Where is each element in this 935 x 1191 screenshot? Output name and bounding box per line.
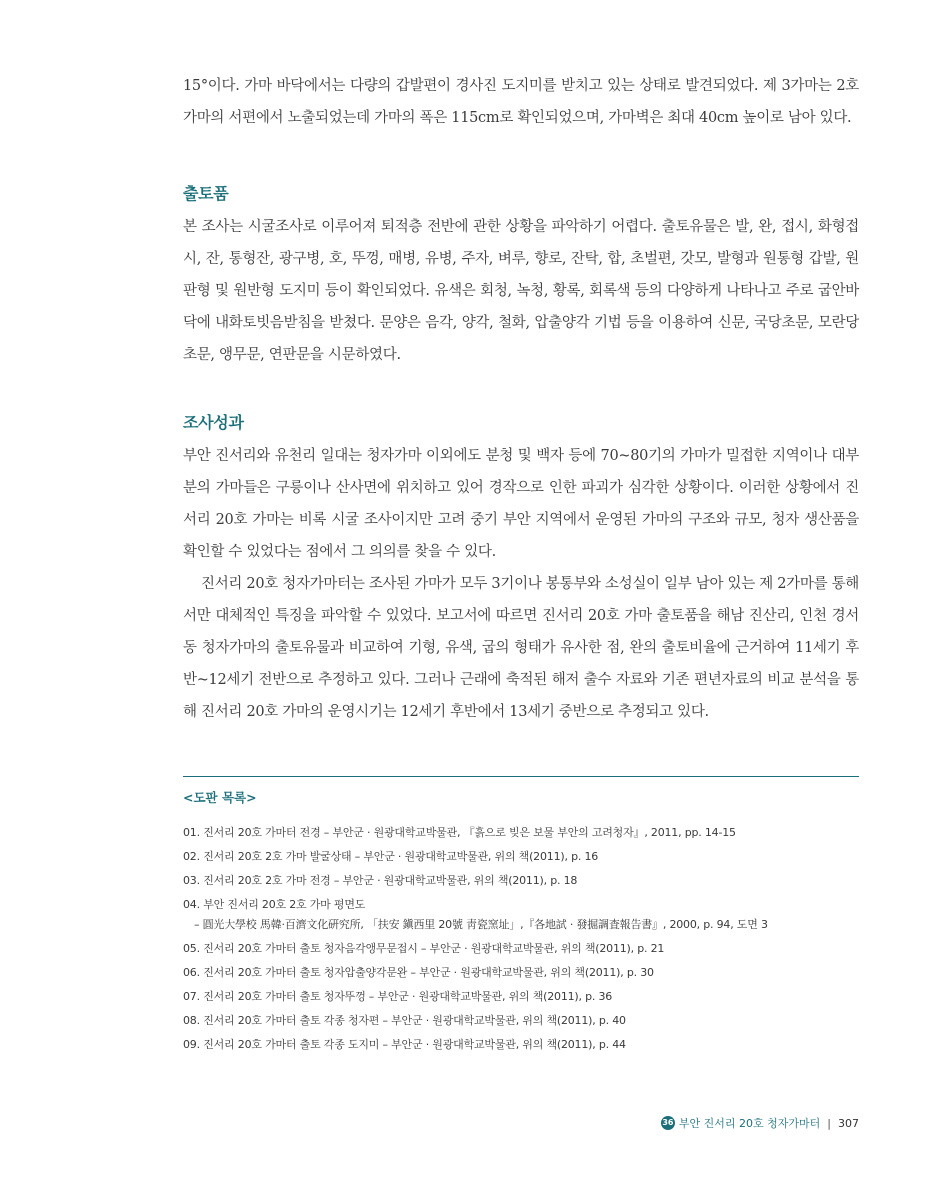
list-item: 02. 진서리 20호 2호 가마 발굴상태 – 부안군 · 원광대학교박물관, 위의 책(2011), p. 16 <box>183 850 599 863</box>
running-title: 부안 진서리 20호 청자가마터 <box>678 1117 821 1130</box>
finds-paragraph: 본 조사는 시굴조사로 이루어져 퇴적층 전반에 관한 상황을 파악하기 어렵다. 출토유물은 발, 완, 접시, 화형접시, 잔, 통형잔, 광구병, 호, 뚜껑, 매병, 유병, 주자, 벼루, 향로, 잔탁, 합, 초벌편, 갓모, 발형과 원통형 갑발, 원판형 및 원반형 도지미 등이 확인되었다. 유색은 회청, 녹청, 황록, 회록색 등의 다양하게 나타나고 주로 굽안바닥에 내화토빗음받침을 받쳤다. 문양은 음각, 양각, 철화, 압출양각 기법 등을 이용하여 신문, 국당초문, 모란당초문, 앵무문, 연판문을 시문하였다. <box>183 219 859 363</box>
plates-list <box>183 821 873 1057</box>
list-item: 05. 진서리 20호 가마터 출토 청자음각앵무문접시 – 부안군 · 원광대학교박물관, 위의 책(2011), p. 21 <box>183 942 665 955</box>
results-paragraph-1: 부안 진서리와 유천리 일대는 청자가마 이외에도 분청 및 백자 등에 70~80기의 가마가 밀접한 지역이나 대부분의 가마들은 구릉이나 산사면에 위치하고 있어 경작으로 인한 파괴가 심각한 상황이다. 이러한 상황에서 진서리 20호 가마는 비록 시굴 조사이지만 고려 중기 부안 지역에서 운영된 가마의 구조와 규모, 청자 생산품을 확인할 수 있었다는 점에서 그 의의를 찾을 수 있다. <box>183 448 859 560</box>
section-heading-finds: 출토품 <box>183 184 229 203</box>
list-item-subtext: – 圓光大學校 馬韓·百濟文化硏究所, 「扶安 鎭西里 20號 靑瓷窯址」,『各地試 · 發掘調査報告書』, 2000, p. 94, 도면 3 <box>194 918 768 931</box>
page-footer <box>661 1115 859 1131</box>
section-heading-results: 조사성과 <box>183 413 244 432</box>
section-divider <box>183 776 859 777</box>
list-item: 06. 진서리 20호 가마터 출토 청자압출양각문완 – 부안군 · 원광대학교박물관, 위의 책(2011), p. 30 <box>183 966 654 979</box>
list-item <box>183 893 873 937</box>
page-number: 307 <box>838 1116 859 1130</box>
list-item: 01. 진서리 20호 가마터 전경 – 부안군 · 원광대학교박물관, 『흙으로 빚은 보물 부안의 고려청자』, 2011, pp. 14-15 <box>183 826 736 839</box>
chapter-number-badge: 36 <box>661 1116 675 1130</box>
list-item: 03. 진서리 20호 2호 가마 전경 – 부안군 · 원광대학교박물관, 위의 책(2011), p. 18 <box>183 874 578 887</box>
results-paragraph-2: 진서리 20호 청자가마터는 조사된 가마가 모두 3기이나 봉통부와 소성실이 일부 남아 있는 제 2가마를 통해서만 대체적인 특징을 파악할 수 있었다. 보고서에 따르면 진서리 20호 가마 출토품을 해남 진산리, 인천 경서동 청자가마의 출토유물과 비교하여 기형, 유색, 굽의 형태가 유사한 점, 완의 출토비율에 근거하여 11세기 후반~12세기 전반으로 추정하고 있다. 그러나 근래에 축적된 해저 출수 자료와 기존 편년자료의 비교 분석을 통해 진서리 20호 가마의 운영시기는 12세기 후반에서 13세기 중반으로 추정되고 있다. <box>183 576 860 720</box>
list-item: 09. 진서리 20호 가마터 출토 각종 도지미 – 부안군 · 원광대학교박물관, 위의 책(2011), p. 44 <box>183 1038 626 1051</box>
results-body <box>183 440 859 728</box>
intro-paragraph: 15°이다. 가마 바닥에서는 다량의 갑발편이 경사진 도지미를 받치고 있는 상태로 발견되었다. 제 3가마는 2호 가마의 서편에서 노출되었는데 가마의 폭은 115cm로 확인되었으며, 가마벽은 최대 40cm 높이로 남아 있다. <box>183 78 859 126</box>
list-item-text: 04. 부안 진서리 20호 2호 가마 평면도 <box>183 898 366 911</box>
list-item: 07. 진서리 20호 가마터 출토 청자뚜껑 – 부안군 · 원광대학교박물관, 위의 책(2011), p. 36 <box>183 990 613 1003</box>
plates-list-title: <도판 목록> <box>183 790 257 805</box>
list-item: 08. 진서리 20호 가마터 출토 각종 청자편 – 부안군 · 원광대학교박물관, 위의 책(2011), p. 40 <box>183 1014 626 1027</box>
footer-separator: | <box>827 1116 831 1130</box>
